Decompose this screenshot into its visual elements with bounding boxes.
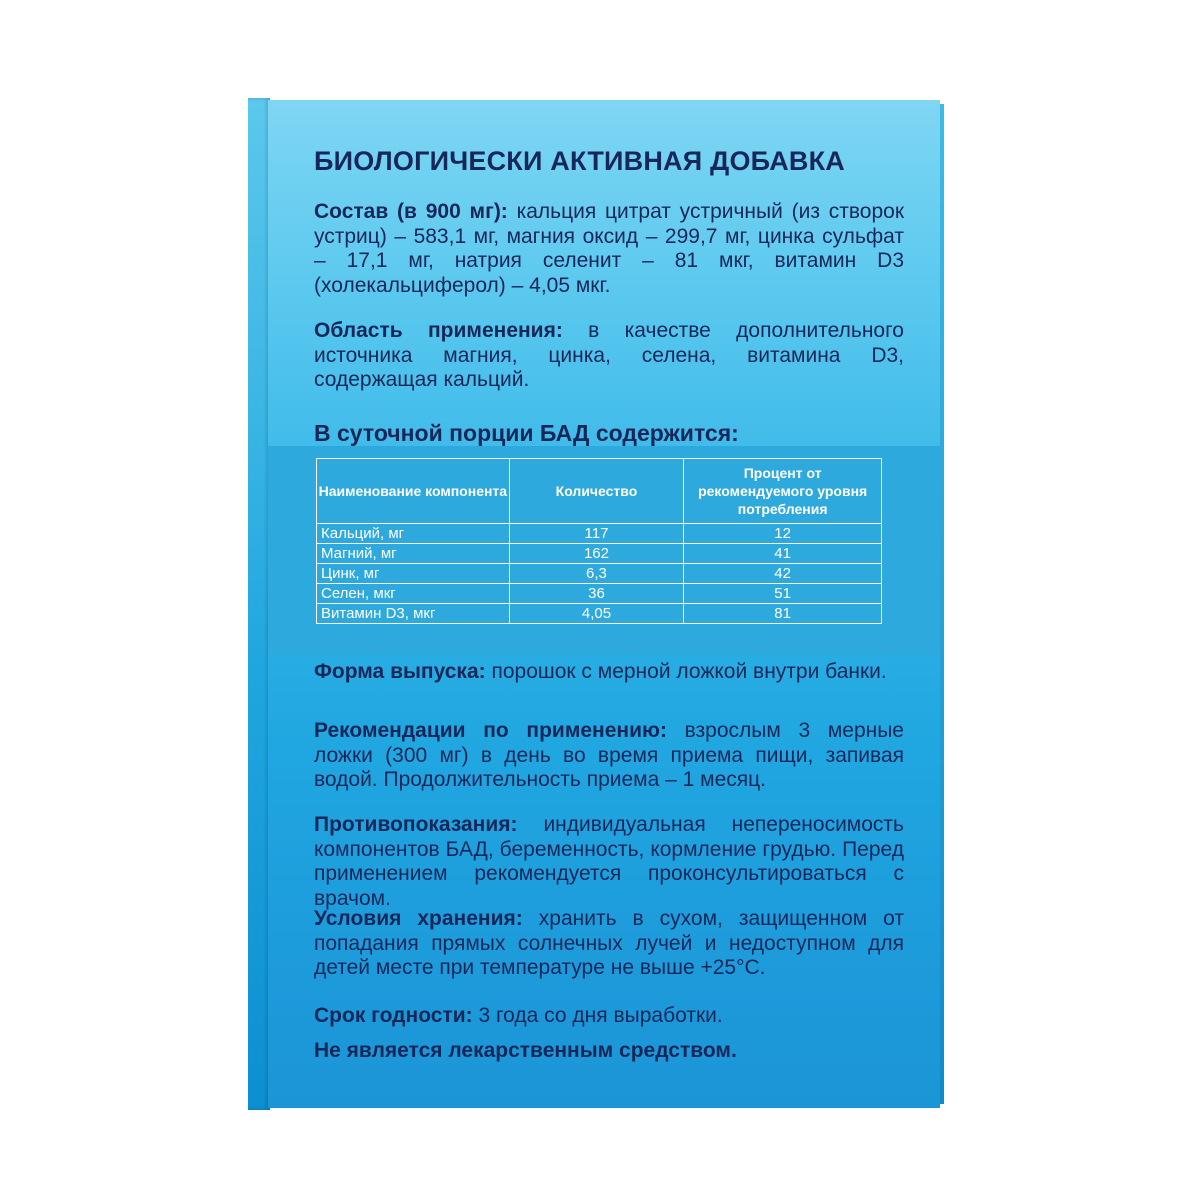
component-percent: 42 xyxy=(684,564,882,584)
component-name: Кальций, мг xyxy=(317,524,510,544)
nutrient-table xyxy=(316,458,882,624)
recommendations-label: Рекомендации по применению: xyxy=(314,719,667,742)
column-header-percent: Процент от рекомендуемого уровня потребления xyxy=(684,459,882,524)
component-amount: 117 xyxy=(509,524,684,544)
supplement-box-back xyxy=(268,100,940,1108)
shelf-life-text: 3 года со дня выработки. xyxy=(478,1004,723,1027)
component-name: Селен, мкг xyxy=(317,584,510,604)
shelf-life-label: Срок годности: xyxy=(314,1004,473,1027)
application-area-text: в качестве дополнительного источника магния, цинка, селена, витамина D3, содержащая кальций. xyxy=(314,319,904,391)
composition-paragraph xyxy=(314,200,904,298)
storage-label: Условия хранения: xyxy=(314,907,523,930)
recommendations-paragraph xyxy=(314,719,904,793)
daily-portion-heading: В суточной порции БАД содержится: xyxy=(314,420,739,446)
product-type-title: БИОЛОГИЧЕСКИ АКТИВНАЯ ДОБАВКА xyxy=(314,146,846,176)
composition-label: Состав (в 900 мг): xyxy=(314,200,508,223)
release-form-text: порошок с мерной ложкой внутри банки. xyxy=(491,660,887,683)
component-percent: 51 xyxy=(684,584,882,604)
component-percent: 12 xyxy=(684,524,882,544)
component-name: Витамин D3, мкг xyxy=(317,604,510,624)
contraindications-paragraph xyxy=(314,813,904,911)
release-form-label: Форма выпуска: xyxy=(314,660,486,683)
application-area-paragraph xyxy=(314,319,904,393)
contraindications-label: Противопоказания: xyxy=(314,813,518,836)
not-a-drug-notice: Не является лекарственным средством. xyxy=(314,1039,737,1062)
table-header-row xyxy=(317,459,882,524)
table-row xyxy=(317,564,882,584)
shelf-life-paragraph xyxy=(314,1004,904,1029)
recommendations-text: взрослым 3 мерные ложки (300 мг) в день во время приема пищи, запивая водой. Продолжительность приема – 1 месяц. xyxy=(314,719,904,791)
component-name: Цинк, мг xyxy=(317,564,510,584)
component-amount: 162 xyxy=(509,544,684,564)
storage-text: хранить в сухом, защищенном от попадания прямых солнечных лучей и недоступном для детей месте при температуре не выше +25°С. xyxy=(314,907,905,979)
component-amount: 4,05 xyxy=(509,604,684,624)
table-row xyxy=(317,604,882,624)
component-amount: 36 xyxy=(509,584,684,604)
table-row xyxy=(317,584,882,604)
application-area-label: Область применения: xyxy=(314,319,563,342)
box-side-edge xyxy=(248,98,270,1110)
component-name: Магний, мг xyxy=(317,544,510,564)
component-amount: 6,3 xyxy=(509,564,684,584)
component-percent: 81 xyxy=(684,604,882,624)
release-form-paragraph xyxy=(314,660,904,685)
table-row xyxy=(317,524,882,544)
table-row xyxy=(317,544,882,564)
column-header-amount: Количество xyxy=(509,459,684,524)
storage-paragraph xyxy=(314,907,904,981)
composition-text: кальция цитрат устричный (из створок устриц) – 583,1 мг, магния оксид – 299,7 мг, цинка сульфат – 17,1 мг, натрия селенит – 81 мкг, витамин D3 (холекальциферол) – 4,05 мкг. xyxy=(314,200,905,297)
contraindications-text: индивидуальная непереносимость компонентов БАД, беременность, кормление грудью. Перед применением рекомендуется проконсультироваться с врачом. xyxy=(314,813,904,910)
component-percent: 41 xyxy=(684,544,882,564)
column-header-component: Наименование компонента xyxy=(317,459,510,524)
